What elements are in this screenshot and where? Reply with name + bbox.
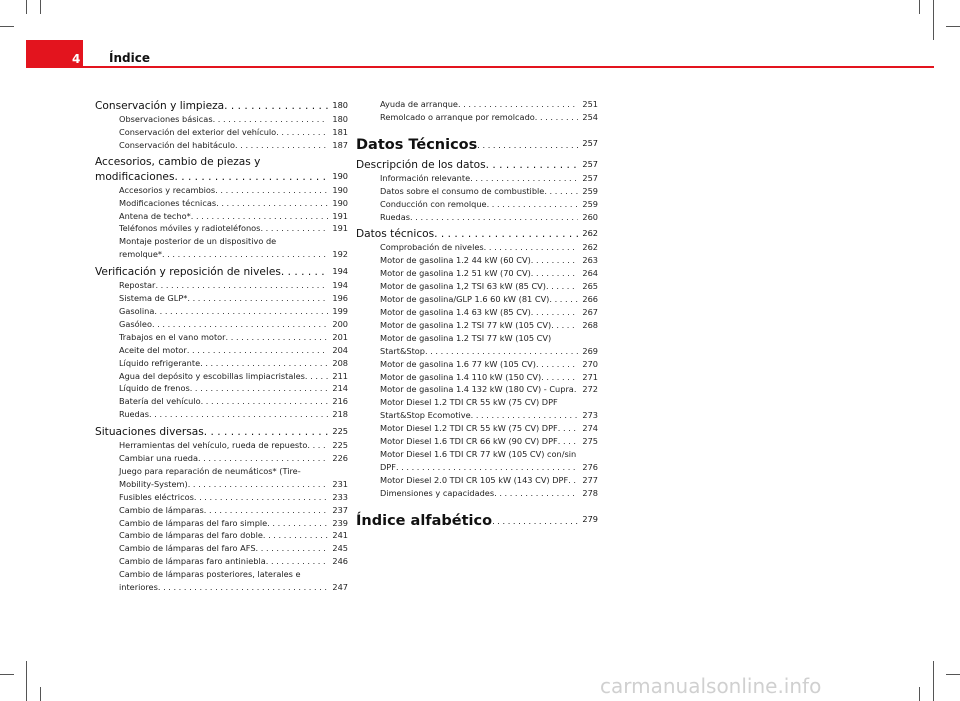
toc-entry[interactable]	[95, 529, 348, 542]
dot-leader	[281, 265, 328, 279]
dot-leader	[531, 306, 579, 319]
toc-entry-title: Dimensiones y capacidades	[380, 487, 495, 498]
toc-entry[interactable]	[356, 280, 598, 293]
toc-entry-title: Trabajos en el vano motor	[119, 331, 226, 342]
toc-entry-title: Motor de gasolina 1.4 132 kW (180 CV) - Cupra	[380, 384, 574, 395]
toc-entry[interactable]	[95, 382, 348, 395]
dot-leader	[477, 136, 578, 154]
dot-leader	[558, 435, 579, 448]
toc-entry-title: Motor de gasolina 1.2 44 kW (60 CV)	[380, 255, 531, 266]
crop-mark	[40, 687, 41, 701]
toc-entry-page: 268	[582, 319, 598, 330]
toc-entry-page: 199	[332, 305, 348, 316]
toc-entry-page: 233	[332, 491, 348, 502]
toc-entry-page: 276	[582, 461, 598, 472]
toc-entry-title: Conservación del exterior del vehículo	[119, 126, 277, 137]
toc-section[interactable]	[95, 155, 348, 184]
crop-mark	[946, 674, 960, 675]
toc-entry-title-line1: Cambio de lámparas posteriores, laterales e	[119, 569, 301, 580]
dot-leader	[484, 241, 579, 254]
toc-entry-title: Motor de gasolina/GLP 1.6 60 kW (81 CV)	[380, 294, 550, 305]
dot-leader	[396, 461, 578, 474]
dot-leader	[158, 581, 329, 594]
dot-leader	[174, 170, 328, 184]
toc-entry[interactable]	[95, 113, 348, 126]
toc-entry-page: 196	[332, 293, 348, 304]
dot-leader	[235, 139, 328, 152]
crop-mark	[0, 674, 14, 675]
dot-leader	[307, 439, 328, 452]
toc-entry-page: 200	[332, 318, 348, 329]
toc-entry-title: Gasóleo	[119, 318, 152, 329]
toc-entry-title: Modificaciones técnicas	[119, 197, 217, 208]
toc-entry[interactable]	[356, 435, 598, 448]
toc-entry-title: Cambio de lámparas del faro simple	[119, 517, 268, 528]
dot-leader	[541, 371, 578, 384]
dot-leader	[267, 517, 328, 530]
toc-entry-title: Observaciones básicas	[119, 114, 213, 124]
toc-entry[interactable]	[356, 267, 598, 280]
page-number: 4	[72, 52, 81, 66]
toc-entry-page: 191	[332, 223, 348, 234]
toc-entry-page: 264	[582, 268, 598, 279]
toc-entry-title: Ayuda de arranque	[380, 99, 458, 109]
toc-section[interactable]	[356, 157, 598, 172]
dot-leader	[188, 478, 329, 491]
dot-leader	[216, 197, 328, 210]
toc-entry-title: Ruedas	[380, 211, 411, 222]
toc-entry[interactable]	[356, 383, 598, 396]
dot-leader	[544, 185, 578, 198]
crop-mark	[946, 26, 960, 27]
dot-leader	[487, 198, 579, 211]
toc-entry[interactable]	[356, 396, 598, 422]
toc-entry[interactable]	[95, 331, 348, 344]
crop-mark	[919, 0, 920, 14]
toc-entry-page: 180	[332, 114, 348, 124]
header-rule	[83, 66, 934, 68]
dot-leader	[551, 319, 578, 332]
dot-leader	[536, 358, 578, 371]
toc-entry-page: 190	[332, 197, 348, 208]
toc-entry-title: Datos Técnicos	[356, 136, 478, 153]
toc-entry[interactable]	[95, 491, 348, 504]
toc-entry-title: Comprobación de niveles	[380, 242, 484, 253]
dot-leader	[494, 487, 578, 500]
dot-leader	[535, 111, 579, 124]
toc-entry[interactable]	[95, 395, 348, 408]
toc-entry-page: 226	[332, 453, 348, 464]
toc-entry-title: Descripción de los datos	[356, 158, 486, 171]
toc-entry-page: 277	[582, 474, 598, 485]
toc-entry[interactable]	[356, 98, 598, 111]
toc-entry-page: 274	[582, 423, 598, 434]
dot-leader	[276, 126, 328, 139]
dot-leader	[546, 280, 578, 293]
toc-entry-page: 271	[582, 371, 598, 382]
dot-leader	[260, 222, 328, 235]
toc-entry-page: 270	[582, 358, 598, 369]
toc-entry-title: Conducción con remolque	[380, 198, 487, 209]
toc-entry-page: 269	[582, 345, 598, 356]
toc-entry-title: Aceite del motor	[119, 344, 187, 355]
toc-entry-title: Datos técnicos	[356, 228, 435, 241]
toc-entry-page: 204	[332, 344, 348, 355]
dot-leader	[425, 345, 578, 358]
toc-entry-title-line1: Motor de gasolina 1.2 TSI 77 kW (105 CV)	[380, 332, 552, 343]
dot-leader	[486, 158, 579, 172]
toc-section[interactable]	[95, 424, 348, 439]
toc-entry-page: 225	[332, 440, 348, 451]
toc-entry-title: Remolcado o arranque por remolcado	[380, 111, 535, 122]
toc-right-column	[356, 98, 598, 530]
dot-leader	[226, 331, 329, 344]
toc-entry[interactable]	[356, 474, 598, 487]
toc-entry[interactable]	[95, 408, 348, 421]
dot-leader	[204, 504, 329, 517]
toc-entry-title: Motor Diesel 2.0 TDI CR 105 kW (143 CV) DPF	[380, 474, 569, 485]
toc-entry-page: 267	[582, 306, 598, 317]
toc-section[interactable]	[356, 226, 598, 241]
toc-entry-title: Motor de gasolina 1.2 51 kW (70 CV)	[380, 268, 531, 279]
toc-entry-title: Situaciones diversas	[95, 426, 204, 439]
toc-entry[interactable]	[95, 210, 348, 223]
toc-entry-page: 275	[582, 436, 598, 447]
toc-entry-page: 180	[332, 100, 348, 110]
toc-entry-page: 246	[332, 556, 348, 567]
dot-leader	[568, 474, 578, 487]
toc-entry[interactable]	[356, 111, 598, 124]
toc-entry[interactable]	[356, 332, 598, 358]
toc-entry[interactable]	[356, 487, 598, 500]
toc-entry[interactable]	[95, 568, 348, 594]
toc-entry-page: 257	[582, 172, 598, 183]
dot-leader	[155, 279, 328, 292]
toc-entry-title: Información relevante	[380, 172, 471, 183]
dot-leader	[215, 184, 328, 197]
toc-entry-page: 194	[332, 280, 348, 291]
dot-leader	[470, 172, 578, 185]
toc-entry-title-line1: Motor Diesel 1.6 TDI CR 77 kW (105 CV) con/sin	[380, 448, 577, 459]
toc-section[interactable]	[95, 98, 348, 113]
toc-entry[interactable]	[95, 279, 348, 292]
toc-entry[interactable]	[95, 517, 348, 530]
toc-entry[interactable]	[95, 184, 348, 197]
dot-leader	[204, 425, 329, 439]
toc-entry-title-line1: Accesorios, cambio de piezas y	[95, 155, 261, 168]
toc-entry-title: Índice alfabético	[356, 512, 493, 529]
toc-entry-title: Motor de gasolina 1.4 63 kW (85 CV)	[380, 306, 531, 317]
toc-entry-page: 278	[582, 487, 598, 498]
toc-entry-title: Verificación y reposición de niveles	[95, 266, 281, 279]
crop-mark	[26, 661, 27, 701]
dot-leader	[224, 99, 328, 113]
page-number-tab	[26, 40, 83, 68]
dot-leader	[198, 452, 328, 465]
toc-entry-page: 259	[582, 185, 598, 196]
toc-entry[interactable]	[95, 452, 348, 465]
toc-entry-page: 259	[582, 198, 598, 209]
toc-entry-title: Ruedas	[119, 409, 150, 420]
dot-leader	[190, 382, 329, 395]
dot-leader	[256, 542, 329, 555]
toc-entry[interactable]	[95, 370, 348, 383]
toc-entry-title: Mobility-System)	[119, 478, 188, 489]
dot-leader	[194, 491, 329, 504]
toc-entry[interactable]	[95, 139, 348, 152]
toc-entry[interactable]	[95, 439, 348, 452]
toc-entry-title: Datos sobre el consumo de combustible	[380, 185, 545, 196]
toc-entry-title: Start&Stop	[380, 345, 425, 356]
toc-entry-page: 279	[582, 513, 598, 524]
dot-leader	[531, 267, 579, 280]
toc-left-column	[95, 98, 348, 594]
toc-entry[interactable]	[356, 371, 598, 384]
dot-leader	[549, 293, 578, 306]
toc-entry[interactable]	[95, 504, 348, 517]
toc-entry[interactable]	[356, 422, 598, 435]
toc-entry-title: Sistema de GLP*	[119, 293, 188, 304]
toc-entry-page: 265	[582, 281, 598, 292]
toc-entry[interactable]	[356, 358, 598, 371]
toc-entry-title: Agua del depósito y escobillas limpiacristales	[119, 370, 305, 381]
dot-leader	[191, 210, 329, 223]
toc-entry-title: Motor Diesel 1.6 TDI CR 66 kW (90 CV) DPF	[380, 436, 558, 447]
dot-leader	[200, 357, 328, 370]
toc-entry-page: 231	[332, 478, 348, 489]
toc-entry[interactable]	[95, 357, 348, 370]
toc-entry[interactable]	[356, 185, 598, 198]
toc-entry-page: 273	[582, 410, 598, 421]
toc-entry-page: 187	[332, 139, 348, 150]
dot-leader	[410, 211, 578, 224]
crop-mark	[0, 26, 14, 27]
toc-entry-page: 262	[582, 242, 598, 253]
toc-entry-title: Motor de gasolina 1,2 TSI 63 kW (85 CV)	[380, 281, 546, 292]
dot-leader	[458, 98, 578, 111]
toc-entry-page: 247	[332, 582, 348, 593]
toc-entry-title: Repostar	[119, 280, 156, 291]
toc-chapter[interactable]	[356, 510, 598, 530]
toc-entry-page: 214	[332, 383, 348, 394]
toc-entry-page: 266	[582, 294, 598, 305]
toc-chapter[interactable]	[356, 134, 598, 154]
toc-entry-page: 260	[582, 211, 598, 222]
toc-entry-page: 262	[582, 228, 598, 239]
toc-entry-page: 211	[332, 370, 348, 381]
toc-entry-page: 239	[332, 517, 348, 528]
toc-entry[interactable]	[356, 211, 598, 224]
dot-leader	[558, 422, 579, 435]
dot-leader	[266, 555, 329, 568]
toc-entry-page: 208	[332, 357, 348, 368]
toc-entry-title: Conservación del habitáculo	[119, 139, 236, 150]
toc-entry-title: Conservación y limpieza	[95, 100, 225, 112]
dot-leader	[213, 113, 329, 126]
dot-leader	[434, 227, 578, 241]
toc-entry-title: Cambio de lámparas	[119, 504, 204, 515]
toc-entry-title: Motor de gasolina 1.4 110 kW (150 CV)	[380, 371, 542, 382]
toc-entry-title-line1: Montaje posterior de un dispositivo de	[119, 236, 277, 247]
toc-entry[interactable]	[356, 448, 598, 474]
toc-entry-title: DPF	[380, 461, 396, 472]
toc-entry[interactable]	[95, 305, 348, 318]
toc-entry[interactable]	[95, 318, 348, 331]
toc-entry[interactable]	[95, 465, 348, 491]
dot-leader	[187, 292, 328, 305]
toc-entry-title: modificaciones	[95, 170, 175, 183]
dot-leader	[471, 409, 579, 422]
toc-entry-title-line1: Motor Diesel 1.2 TDI CR 55 kW (75 CV) DPF	[380, 397, 558, 408]
toc-entry-title: Antena de techo*	[119, 210, 191, 221]
toc-entry-page: 251	[582, 99, 598, 109]
toc-entry-title: Cambio de lámparas del faro AFS	[119, 543, 256, 554]
toc-entry-page: 192	[332, 249, 348, 260]
toc-entry[interactable]	[95, 235, 348, 261]
dot-leader	[162, 248, 328, 261]
dot-leader	[531, 254, 579, 267]
toc-entry[interactable]	[356, 319, 598, 332]
toc-entry-page: 257	[582, 137, 598, 148]
dot-leader	[149, 408, 328, 421]
toc-entry-page: 272	[582, 384, 598, 395]
toc-entry[interactable]	[95, 126, 348, 139]
toc-entry-title: Start&Stop Ecomotive	[380, 410, 471, 421]
toc-entry[interactable]	[356, 172, 598, 185]
dot-leader	[154, 305, 328, 318]
dot-leader	[201, 395, 329, 408]
toc-entry-page: 257	[582, 158, 598, 169]
dot-leader	[305, 370, 328, 383]
page-title: Índice	[109, 51, 150, 65]
toc-entry-title-line1: Juego para reparación de neumáticos* (Tire-	[119, 465, 301, 476]
toc-section[interactable]	[95, 264, 348, 279]
toc-entry-title: remolque*	[119, 249, 163, 260]
toc-entry-title: Motor de gasolina 1.2 TSI 77 kW (105 CV)	[380, 319, 552, 330]
toc-entry-title: Líquido refrigerante	[119, 357, 201, 368]
toc-entry-title: interiores	[119, 582, 158, 593]
toc-entry-title: Cambio de lámparas del faro doble	[119, 530, 263, 541]
crop-mark	[40, 0, 41, 14]
toc-entry-page: 181	[332, 126, 348, 137]
toc-entry-page: 237	[332, 504, 348, 515]
toc-entry-page: 191	[332, 210, 348, 221]
crop-mark	[26, 0, 27, 14]
toc-entry-title: Batería del vehículo	[119, 396, 201, 407]
toc-entry-title: Gasolina	[119, 305, 155, 316]
toc-entry[interactable]	[95, 542, 348, 555]
toc-entry-title: Teléfonos móviles y radioteléfonos	[119, 223, 261, 234]
toc-entry-title: Cambiar una rueda	[119, 453, 198, 464]
toc-entry-page: 254	[582, 111, 598, 122]
dot-leader	[263, 529, 328, 542]
toc-entry[interactable]	[356, 306, 598, 319]
toc-entry-page: 263	[582, 255, 598, 266]
toc-entry-page: 241	[332, 530, 348, 541]
crop-mark	[919, 687, 920, 701]
toc-entry[interactable]	[356, 198, 598, 211]
toc-entry-page: 190	[332, 184, 348, 195]
toc-entry[interactable]	[356, 254, 598, 267]
toc-entry-page: 225	[332, 426, 348, 437]
dot-leader	[187, 344, 329, 357]
crop-mark	[933, 0, 934, 40]
toc-entry-title: Cambio de lámparas faro antiniebla	[119, 556, 266, 567]
toc-entry[interactable]	[95, 344, 348, 357]
toc-entry-title: Motor Diesel 1.2 TDI CR 55 kW (75 CV) DPF	[380, 423, 558, 434]
toc-entry[interactable]	[356, 293, 598, 306]
dot-leader	[492, 512, 578, 530]
watermark: carmanualsonline.info	[600, 674, 822, 698]
toc-entry[interactable]	[95, 222, 348, 235]
toc-entry[interactable]	[95, 197, 348, 210]
toc-entry-title: Motor de gasolina 1.6 77 kW (105 CV)	[380, 358, 536, 369]
crop-mark	[933, 661, 934, 701]
toc-entry[interactable]	[95, 292, 348, 305]
toc-entry-title: Accesorios y recambios	[119, 184, 216, 195]
toc-entry-page: 201	[332, 331, 348, 342]
toc-entry-page: 245	[332, 543, 348, 554]
toc-entry-title: Herramientas del vehículo, rueda de repuesto	[119, 440, 308, 451]
toc-entry[interactable]	[95, 555, 348, 568]
toc-entry-page: 218	[332, 409, 348, 420]
toc-entry-page: 216	[332, 396, 348, 407]
toc-entry[interactable]	[356, 241, 598, 254]
toc-entry-title: Líquido de frenos	[119, 383, 190, 394]
dot-leader	[152, 318, 328, 331]
toc-entry-page: 190	[332, 170, 348, 181]
toc-entry-title: Fusibles eléctricos	[119, 491, 194, 502]
toc-entry-page: 194	[332, 266, 348, 277]
